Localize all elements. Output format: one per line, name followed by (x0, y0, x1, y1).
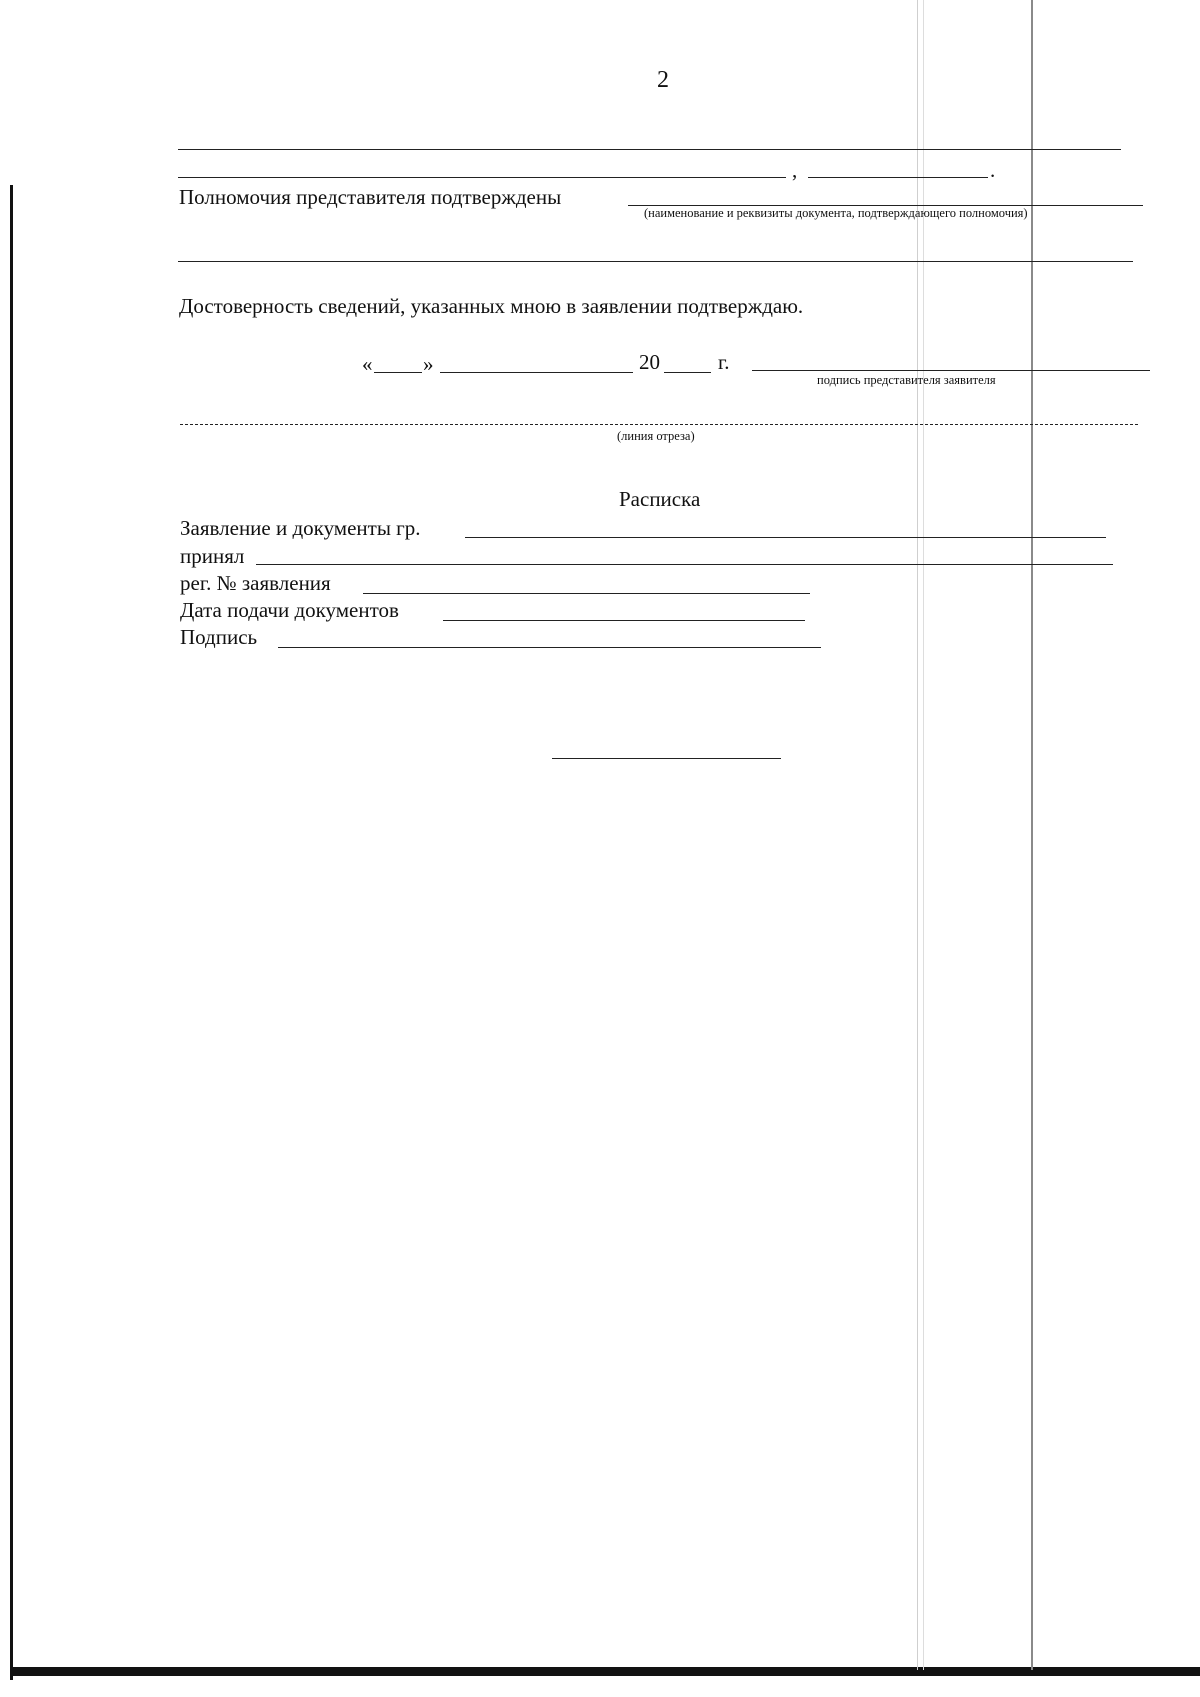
receipt-signature-label: Подпись (180, 625, 258, 649)
receipt-reg-number-label: рег. № заявления (180, 571, 331, 595)
vertical-scan-line (1031, 0, 1033, 1670)
certification-statement: Достоверность сведений, указанных мною в заявлении подтверждаю. (179, 294, 804, 318)
authority-line (178, 261, 1133, 262)
cut-line-caption: (линия отреза) (617, 429, 695, 443)
left-scan-edge (10, 185, 13, 1680)
signature-caption: подпись представителя заявителя (817, 373, 996, 387)
receipt-accepted-field[interactable] (256, 564, 1113, 565)
day-field[interactable] (374, 372, 422, 373)
receipt-date-label: Дата подачи документов (180, 598, 399, 622)
closing-rule (552, 758, 781, 759)
applicant-line (178, 149, 1121, 150)
signature-field[interactable] (752, 370, 1150, 371)
cut-line (180, 424, 1138, 425)
receipt-date-field[interactable] (443, 620, 805, 621)
year-prefix: 20 (639, 350, 660, 374)
authority-caption: (наименование и реквизиты документа, подтверждающего полномочия) (644, 206, 1028, 220)
receipt-accepted-label: принял (180, 544, 245, 568)
quote-close: » (423, 352, 434, 376)
month-field[interactable] (440, 372, 633, 373)
authority-label: Полномочия представителя подтверждены (179, 185, 562, 209)
receipt-signature-field[interactable] (278, 647, 821, 648)
vertical-scan-line-faint (923, 0, 924, 1670)
applicant-line-short (808, 177, 988, 178)
vertical-scan-line-faint (917, 0, 918, 1670)
period: . (990, 158, 996, 182)
page-number: 2 (657, 67, 669, 93)
receipt-applicant-field[interactable] (465, 537, 1106, 538)
receipt-applicant-label: Заявление и документы гр. (180, 516, 421, 540)
applicant-line (178, 177, 786, 178)
comma: , (792, 158, 798, 182)
bottom-scan-edge (10, 1667, 1200, 1676)
receipt-reg-number-field[interactable] (363, 593, 810, 594)
year-suffix: г. (718, 350, 730, 374)
receipt-title: Расписка (619, 487, 701, 511)
year-field[interactable] (664, 372, 711, 373)
quote-open: « (362, 352, 373, 376)
